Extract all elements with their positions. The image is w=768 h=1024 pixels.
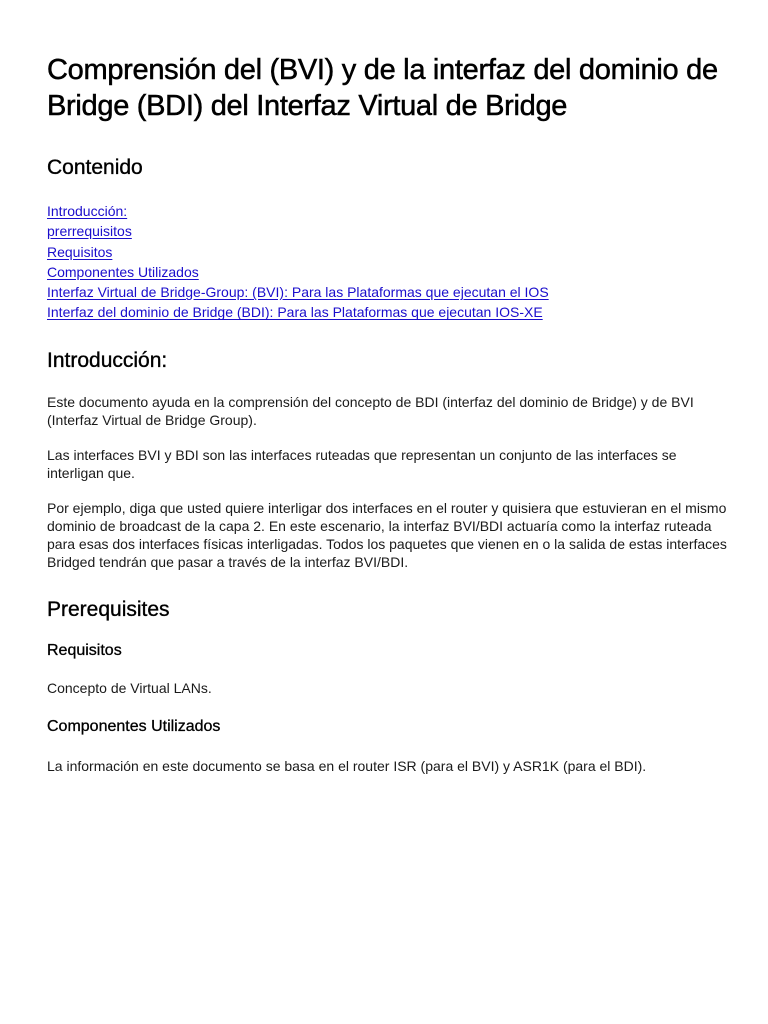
intro-paragraph: Por ejemplo, diga que usted quiere interligar dos interfaces en el router y quisiera que estuvieran en el mismo dominio de broadcast de la capa 2. En este escenario, la interfaz BVI/BDI actuaría como la interfaz ruteada para esas dos interfaces físicas interligadas. Todos los paquetes que vienen en o la salida de estas interfaces Bridged tendrán que pasar a través de la interfaz BVI/BDI. [47, 499, 727, 570]
toc-link-requisitos[interactable]: Requisitos [47, 243, 113, 260]
toc-item [47, 282, 727, 302]
toc-link-componentes[interactable]: Componentes Utilizados [47, 263, 199, 280]
toc-link-bdi[interactable]: Interfaz del dominio de Bridge (BDI): Para las Plataformas que ejecutan IOS-XE [47, 304, 543, 321]
toc-link-prerrequisitos[interactable]: prerrequisitos [47, 223, 132, 240]
componentes-text: La información en este documento se basa en el router ISR (para el BVI) y ASR1K (para el BDI). [47, 757, 647, 774]
toc-item [47, 221, 727, 241]
intro-paragraph: Las interfaces BVI y BDI son las interfaces ruteadas que representan un conjunto de las interfaces se interligan que. [47, 446, 677, 481]
toc-item [47, 242, 727, 262]
toc-link-introduccion[interactable]: Introducción: [47, 203, 128, 219]
intro-heading: Introducción: [47, 348, 168, 372]
document-page [47, 52, 727, 775]
toc-heading: Contenido [47, 156, 143, 179]
toc-item [47, 302, 727, 322]
prereq-heading: Prerequisites [47, 597, 170, 621]
toc-item [47, 262, 727, 282]
toc-link-bvi[interactable]: Interfaz Virtual de Bridge-Group: (BVI): Para las Plataformas que ejecutan el IOS [47, 284, 549, 301]
requisitos-text: Concepto de Virtual LANs. [47, 679, 212, 696]
toc-item [47, 201, 727, 221]
intro-paragraph: Este documento ayuda en la comprensión del concepto de BDI (interfaz del dominio de Bridge) y de BVI (Interfaz Virtual de Bridge Group). [47, 393, 694, 428]
componentes-heading: Componentes Utilizados [47, 717, 221, 735]
table-of-contents [47, 201, 727, 323]
requisitos-heading: Requisitos [47, 641, 122, 659]
document-title: Comprensión del (BVI) y de la interfaz del dominio de Bridge (BDI) del Interfaz Virtual de Bridge [47, 54, 718, 122]
